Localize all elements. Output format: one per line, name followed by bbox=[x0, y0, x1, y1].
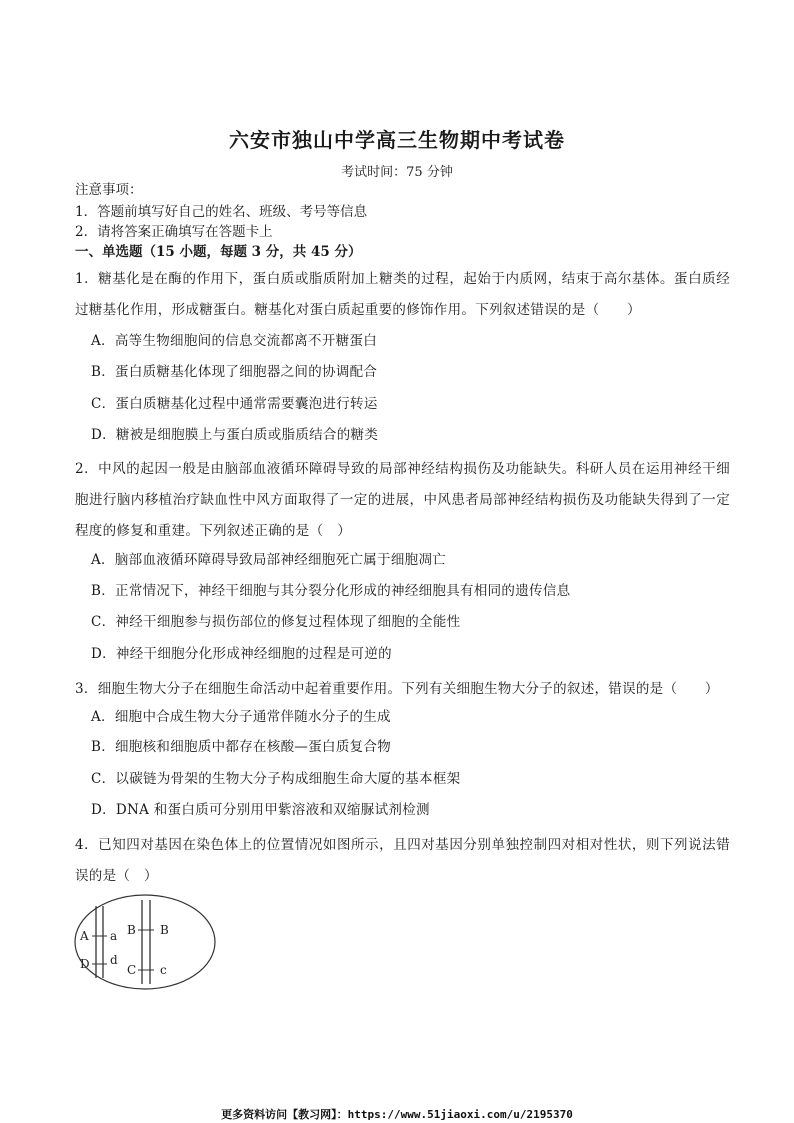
question-stem: 4．已知四对基因在染色体上的位置情况如图所示，且四对基因分别单独控制四对相对性状，则下列说法错误的是（ ） bbox=[75, 837, 730, 884]
chromosome-figure bbox=[72, 892, 220, 992]
gene-label: D bbox=[80, 957, 90, 971]
question-stem: 3．细胞生物大分子在细胞生命活动中起着重要作用。下列有关细胞生物大分子的叙述，错误的是（ ） bbox=[75, 681, 719, 697]
gene-label: a bbox=[110, 929, 118, 943]
gene-label: c bbox=[160, 963, 167, 977]
gene-label: d bbox=[110, 953, 118, 967]
page-title: 六安市独山中学高三生物期中考试卷 bbox=[229, 128, 565, 152]
option: B．细胞核和细胞质中都存在核酸—蛋白质复合物 bbox=[91, 739, 392, 755]
option: A．脑部血液循环障碍导致局部神经细胞死亡属于细胞凋亡 bbox=[91, 552, 447, 568]
option: C．以碳链为骨架的生物大分子构成细胞生命大厦的基本框架 bbox=[91, 771, 461, 787]
option: D．糖被是细胞膜上与蛋白质或脂质结合的糖类 bbox=[91, 427, 379, 443]
option: C．神经干细胞参与损伤部位的修复过程体现了细胞的全能性 bbox=[91, 614, 461, 630]
option: A．高等生物细胞间的信息交流都离不开糖蛋白 bbox=[91, 333, 378, 349]
option: C．蛋白质糖基化过程中通常需要囊泡进行转运 bbox=[91, 396, 378, 412]
notice-heading: 注意事项： bbox=[75, 182, 143, 198]
exam-time: 考试时间：75 分钟 bbox=[341, 165, 453, 180]
footer-link[interactable]: 更多资料访问【教习网】：https://www.51jiaoxi.com/u/2195370 bbox=[221, 1108, 573, 1121]
gene-label: A bbox=[80, 929, 89, 943]
section-heading: 一、单选题（15 小题，每题 3 分，共 45 分） bbox=[75, 244, 362, 260]
option: A．细胞中合成生物大分子通常伴随水分子的生成 bbox=[91, 709, 391, 725]
option: B．蛋白质糖基化体现了细胞器之间的协调配合 bbox=[91, 364, 378, 380]
gene-label: B bbox=[160, 923, 169, 937]
notice-item: 2．请将答案正确填写在答题卡上 bbox=[75, 224, 273, 240]
question-stem: 1．糖基化是在酶的作用下，蛋白质或脂质附加上糖类的过程，起始于内质网，结束于高尔基体。蛋白质经过糖基化作用，形成糖蛋白。糖基化对蛋白质起重要的修饰作用。下列叙述错误的是（ ） bbox=[75, 271, 730, 318]
option: D．DNA 和蛋白质可分别用甲紫溶液和双缩脲试剂检测 bbox=[91, 802, 430, 818]
option: B．正常情况下，神经干细胞与其分裂分化形成的神经细胞具有相同的遗传信息 bbox=[91, 583, 571, 599]
notice-item: 1．答题前填写好自己的姓名、班级、考号等信息 bbox=[75, 204, 368, 220]
gene-label: B bbox=[127, 923, 136, 937]
gene-label: C bbox=[127, 963, 137, 977]
option: D．神经干细胞分化形成神经细胞的过程是可逆的 bbox=[91, 646, 392, 662]
question-stem: 2．中风的起因一般是由脑部血液循环障碍导致的局部神经结构损伤及功能缺失。科研人员在运用神经干细胞进行脑内移植治疗缺血性中风方面取得了一定的进展，中风患者局部神经结构损伤及功能缺失得到了一定程度的修复和重建。下列叙述正确的是（ ） bbox=[75, 461, 730, 539]
